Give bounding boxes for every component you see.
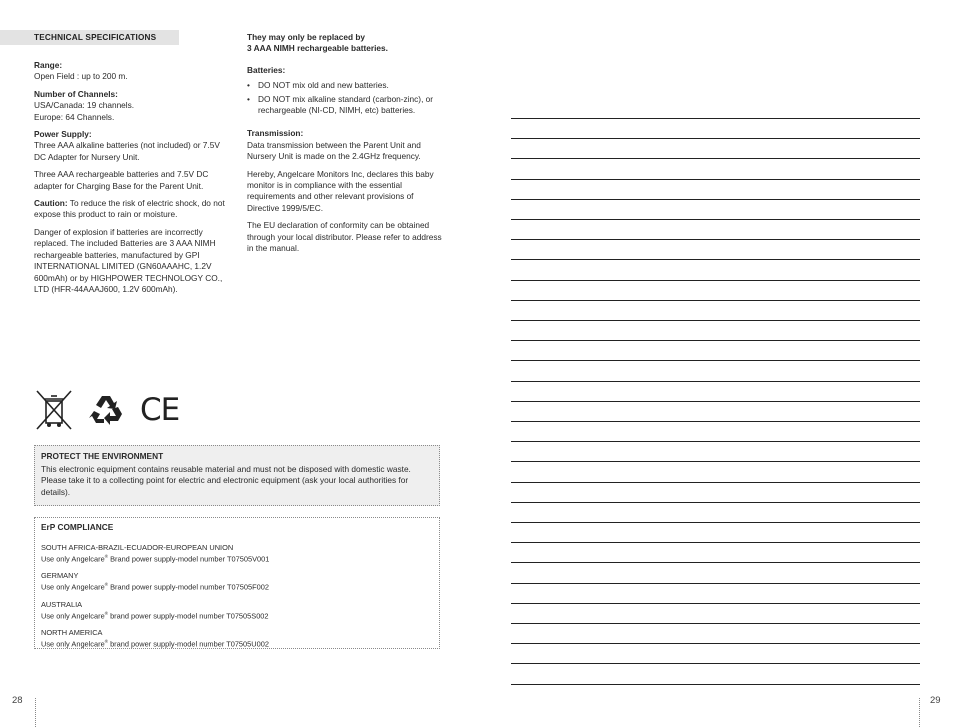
weee-crossed-bin-icon [34,389,74,431]
note-line [511,461,920,481]
caution-label: Caution: [34,198,68,209]
environment-title: PROTECT THE ENVIRONMENT [41,451,164,461]
left-column [34,60,232,301]
page-number-right: 29 [930,695,941,706]
erp-box [34,517,440,649]
note-line [511,219,920,239]
note-line [511,179,920,199]
note-line [511,421,920,441]
caution-text: To reduce the risk of electric shock, do not expose this product to rain or moisture. [34,198,225,220]
recycle-icon [89,394,123,426]
eu-declaration-text: The EU declaration of conformity can be obtained through your local distributor. Please refer to address in the manual. [247,220,442,254]
transmission-text: Data transmission between the Parent Unit and Nursery Unit is made on the 2.4GHz frequency. [247,139,421,162]
battery-bullet-1: • DO NOT mix old and new batteries. [247,80,443,91]
right-margin-divider [919,698,920,727]
note-line [511,118,920,138]
note-line [511,562,920,582]
note-line [511,482,920,502]
batteries-heading: Batteries: [247,64,286,75]
left-margin-divider [35,698,36,727]
note-line [511,138,920,158]
note-line [511,381,920,401]
note-line [511,643,920,663]
note-line [511,663,920,683]
replace-line-1: They may only be replaced by [247,32,366,42]
note-line [511,623,920,643]
note-line [511,684,920,704]
channels-heading: Number of Channels: [34,88,118,99]
note-line [511,340,920,360]
note-line [511,522,920,542]
note-line [511,280,920,300]
batteries-list [247,80,443,116]
note-line [511,441,920,461]
note-line [511,300,920,320]
erp-note: Use only Angelcare® brand power supply-model number T07505U002 [41,639,269,649]
erp-entry [41,600,433,620]
notes-lines [511,118,920,704]
declaration-text: Hereby, Angelcare Monitors Inc, declares this baby monitor is in compliance with the essential requirements and other relevant provisions of Directive 1999/5/EC. [247,168,434,213]
caution-paragraph [34,198,232,221]
note-line [511,199,920,219]
power-text-parent: Three AAA rechargeable batteries and 7.5V DC adapter for Charging Base for the Parent Unit. [34,169,209,191]
transmission-heading: Transmission: [247,128,304,139]
note-line [511,360,920,380]
section-title: TECHNICAL SPECIFICATIONS [0,30,179,45]
environment-box [34,445,440,506]
note-line [511,502,920,522]
erp-title: ErP COMPLIANCE [41,522,114,532]
page-number-left: 28 [12,695,23,706]
note-line [511,603,920,623]
middle-column [247,32,443,261]
erp-region: SOUTH AFRICA-BRAZIL-ECUADOR-EUROPEAN UNION [41,543,234,552]
erp-note: Use only Angelcare® brand power supply-model number T07505S002 [41,610,269,621]
note-line [511,259,920,279]
note-line [511,158,920,178]
ce-mark-icon: CE [140,392,180,428]
note-line [511,320,920,340]
erp-note: Use only Angelcare® Brand power supply-model number T07505V001 [41,554,270,564]
erp-entry [41,571,433,591]
channels-usa: USA/Canada: 19 channels. [34,100,135,111]
note-line [511,239,920,259]
erp-region: NORTH AMERICA [41,628,103,638]
replace-line-2: 3 AAA NIMH rechargeable batteries. [247,43,388,54]
note-line [511,583,920,603]
erp-region: AUSTRALIA [41,599,83,609]
erp-entry [41,543,433,563]
range-heading: Range: [34,60,63,70]
power-text-nursery: Three AAA alkaline batteries (not included) or 7.5V DC Adapter for Nursery Unit. [34,140,220,162]
environment-text: This electronic equipment contains reusable material and must not be disposed with domestic waste. Please take it to a collecting point for electric and electronic equipment (ask your local authorities for details). [41,463,411,497]
erp-region: GERMANY [41,571,79,581]
range-text: Open Field : up to 200 m. [34,71,128,82]
erp-note: Use only Angelcare® Brand power supply-model number T07505F002 [41,582,269,592]
channels-europe: Europe: 64 Channels. [34,111,115,122]
note-line [511,401,920,421]
erp-entry [41,628,433,648]
battery-bullet-2: • DO NOT mix alkaline standard (carbon-zinc), or rechargeable (NI-CD, NIMH, etc) batteries. [247,94,443,117]
note-line [511,542,920,562]
danger-paragraph: Danger of explosion if batteries are incorrectly replaced. The included Batteries are 3 AAA NIMH rechargeable batteries, manufactured by GPI INTERNATIONAL LIMITED (GN60AAAHC, 1.2V 600mAh) or by HIGHPOWER TECHNOLOGY CO., LTD (HFR-44AAAJ600, 1.2V 600mAh). [34,226,223,294]
power-heading: Power Supply: [34,129,92,140]
